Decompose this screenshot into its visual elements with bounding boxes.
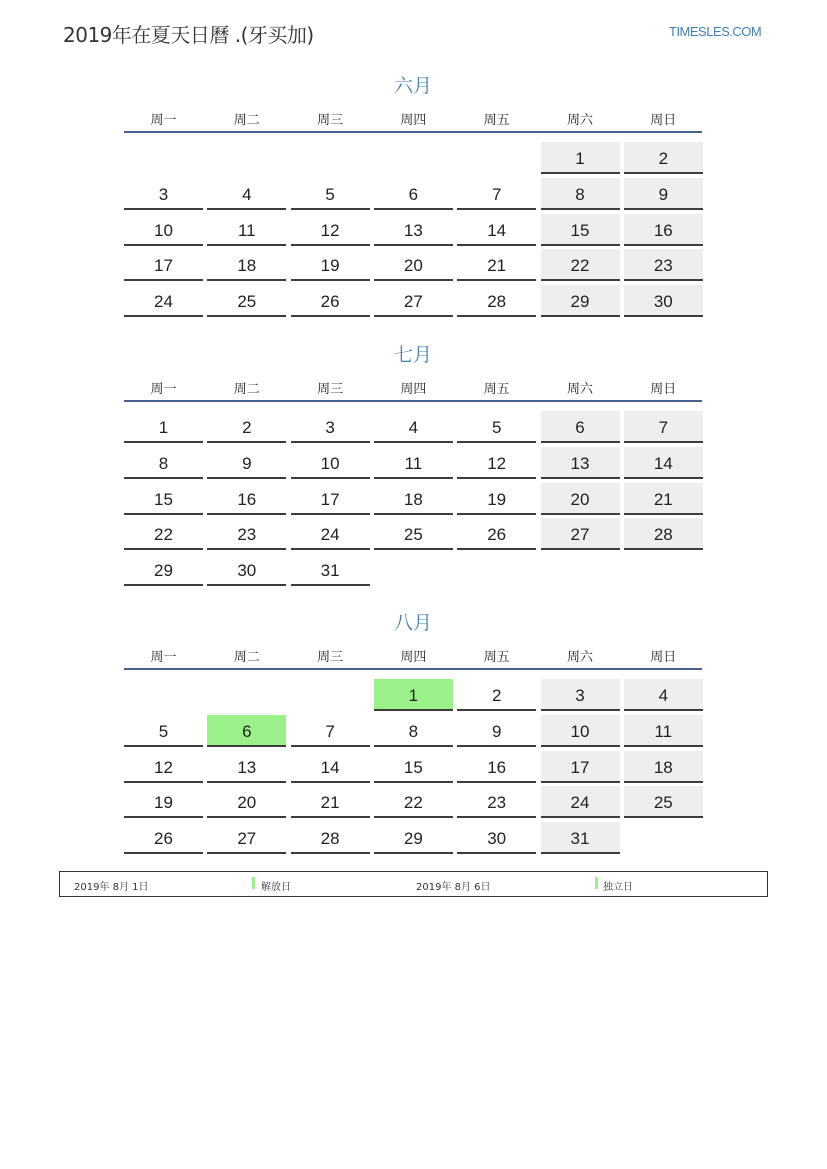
day-cell: 1 bbox=[541, 142, 620, 174]
day-cell: 23 bbox=[624, 249, 703, 281]
weekday-label: 周四 bbox=[400, 113, 427, 128]
weekday-label: 周六 bbox=[566, 382, 593, 397]
day-cell: 4 bbox=[374, 411, 453, 443]
day-cell: 16 bbox=[624, 214, 703, 246]
day-cell: 30 bbox=[624, 285, 703, 317]
day-cell: 11 bbox=[374, 447, 453, 479]
day-cell: 30 bbox=[457, 822, 536, 854]
day-cell: 10 bbox=[124, 214, 203, 246]
day-cell: 15 bbox=[124, 483, 203, 515]
day-cell: 3 bbox=[124, 178, 203, 210]
weekday-label: 周二 bbox=[233, 382, 260, 397]
day-cell: 25 bbox=[207, 285, 286, 317]
day-cell: 23 bbox=[207, 518, 286, 550]
holiday-day-cell: 6 bbox=[207, 715, 286, 747]
day-cell: 5 bbox=[457, 411, 536, 443]
day-cell: 4 bbox=[624, 679, 703, 711]
day-cell: 5 bbox=[124, 715, 203, 747]
weekday-label: 周六 bbox=[566, 650, 593, 665]
weekday-label: 周日 bbox=[650, 113, 677, 128]
day-cell: 12 bbox=[124, 751, 203, 783]
day-cell: 25 bbox=[624, 786, 703, 818]
day-cell: 17 bbox=[541, 751, 620, 783]
day-cell: 1 bbox=[124, 411, 203, 443]
weekday-label: 周四 bbox=[400, 382, 427, 397]
day-cell: 12 bbox=[291, 214, 370, 246]
legend-date-2: 2019年 8月 6日 bbox=[416, 882, 491, 893]
day-cell: 18 bbox=[624, 751, 703, 783]
weekday-label: 周五 bbox=[483, 650, 510, 665]
day-cell: 27 bbox=[374, 285, 453, 317]
day-cell: 22 bbox=[124, 518, 203, 550]
weekday-label: 周二 bbox=[233, 650, 260, 665]
day-cell: 20 bbox=[541, 483, 620, 515]
day-cell: 9 bbox=[457, 715, 536, 747]
day-cell: 2 bbox=[457, 679, 536, 711]
day-cell: 31 bbox=[541, 822, 620, 854]
day-cell: 10 bbox=[541, 715, 620, 747]
weekday-header bbox=[124, 378, 702, 398]
holiday-color-marker-1 bbox=[252, 877, 255, 889]
weekday-label: 周日 bbox=[650, 382, 677, 397]
day-cell: 7 bbox=[457, 178, 536, 210]
weekday-label: 周五 bbox=[483, 382, 510, 397]
day-cell: 10 bbox=[291, 447, 370, 479]
day-cell: 19 bbox=[291, 249, 370, 281]
day-cell: 28 bbox=[457, 285, 536, 317]
weekday-label: 周一 bbox=[150, 650, 177, 665]
header-rule bbox=[124, 400, 702, 402]
day-cell: 5 bbox=[291, 178, 370, 210]
weekday-label: 周日 bbox=[650, 650, 677, 665]
day-cell: 26 bbox=[457, 518, 536, 550]
day-cell: 20 bbox=[207, 786, 286, 818]
day-cell: 21 bbox=[624, 483, 703, 515]
day-cell: 8 bbox=[124, 447, 203, 479]
weekday-label: 周六 bbox=[566, 113, 593, 128]
day-cell: 8 bbox=[541, 178, 620, 210]
day-cell: 22 bbox=[374, 786, 453, 818]
header-rule bbox=[124, 668, 702, 670]
day-cell: 24 bbox=[541, 786, 620, 818]
weekday-label: 周三 bbox=[317, 113, 344, 128]
weekday-header bbox=[124, 646, 702, 666]
day-cell: 27 bbox=[541, 518, 620, 550]
day-cell: 4 bbox=[207, 178, 286, 210]
day-cell: 12 bbox=[457, 447, 536, 479]
day-cell: 29 bbox=[541, 285, 620, 317]
day-cell: 9 bbox=[207, 447, 286, 479]
day-cell: 17 bbox=[124, 249, 203, 281]
day-cell: 30 bbox=[207, 554, 286, 586]
day-cell: 3 bbox=[541, 679, 620, 711]
day-cell: 28 bbox=[624, 518, 703, 550]
day-cell: 15 bbox=[374, 751, 453, 783]
header-rule bbox=[124, 131, 702, 133]
day-cell: 19 bbox=[124, 786, 203, 818]
month-title: 六月 bbox=[393, 75, 432, 97]
weekday-label: 周一 bbox=[150, 382, 177, 397]
weekday-header bbox=[124, 109, 702, 129]
day-cell: 22 bbox=[541, 249, 620, 281]
day-cell: 7 bbox=[291, 715, 370, 747]
day-cell: 31 bbox=[291, 554, 370, 586]
weekday-label: 周一 bbox=[150, 113, 177, 128]
day-cell: 20 bbox=[374, 249, 453, 281]
weekday-label: 周五 bbox=[483, 113, 510, 128]
day-cell: 11 bbox=[624, 715, 703, 747]
day-cell: 26 bbox=[124, 822, 203, 854]
day-cell: 27 bbox=[207, 822, 286, 854]
day-cell: 16 bbox=[207, 483, 286, 515]
legend-date-1: 2019年 8月 1日 bbox=[74, 882, 149, 893]
day-cell: 13 bbox=[207, 751, 286, 783]
day-cell: 2 bbox=[624, 142, 703, 174]
month-title: 八月 bbox=[393, 612, 432, 634]
day-cell: 17 bbox=[291, 483, 370, 515]
day-cell: 8 bbox=[374, 715, 453, 747]
day-cell: 19 bbox=[457, 483, 536, 515]
day-cell: 6 bbox=[541, 411, 620, 443]
day-cell: 2 bbox=[207, 411, 286, 443]
day-cell: 14 bbox=[457, 214, 536, 246]
day-cell: 14 bbox=[624, 447, 703, 479]
day-cell: 13 bbox=[541, 447, 620, 479]
day-cell: 15 bbox=[541, 214, 620, 246]
day-cell: 13 bbox=[374, 214, 453, 246]
day-cell: 28 bbox=[291, 822, 370, 854]
day-cell: 18 bbox=[374, 483, 453, 515]
day-cell: 3 bbox=[291, 411, 370, 443]
day-cell: 11 bbox=[207, 214, 286, 246]
day-cell: 9 bbox=[624, 178, 703, 210]
day-cell: 21 bbox=[457, 249, 536, 281]
day-cell: 24 bbox=[124, 285, 203, 317]
month-title: 七月 bbox=[393, 344, 432, 366]
weekday-label: 周三 bbox=[317, 650, 344, 665]
weekday-label: 周三 bbox=[317, 382, 344, 397]
day-cell: 7 bbox=[624, 411, 703, 443]
day-cell: 14 bbox=[291, 751, 370, 783]
holiday-day-cell: 1 bbox=[374, 679, 453, 711]
day-cell: 29 bbox=[374, 822, 453, 854]
holiday-color-marker-2 bbox=[595, 877, 598, 889]
day-cell: 21 bbox=[291, 786, 370, 818]
day-cell: 18 bbox=[207, 249, 286, 281]
legend-name-2: 独立日 bbox=[603, 882, 633, 893]
day-cell: 25 bbox=[374, 518, 453, 550]
day-cell: 26 bbox=[291, 285, 370, 317]
day-cell: 29 bbox=[124, 554, 203, 586]
page-title: 2019年在夏天日曆 .(牙买加) bbox=[63, 23, 314, 47]
weekday-label: 周二 bbox=[233, 113, 260, 128]
site-link[interactable]: TIMESLES.COM bbox=[669, 24, 762, 39]
legend-name-1: 解放日 bbox=[261, 882, 291, 893]
day-cell: 6 bbox=[374, 178, 453, 210]
day-cell: 23 bbox=[457, 786, 536, 818]
day-cell: 24 bbox=[291, 518, 370, 550]
holiday-legend bbox=[59, 871, 768, 897]
weekday-label: 周四 bbox=[400, 650, 427, 665]
day-cell: 16 bbox=[457, 751, 536, 783]
